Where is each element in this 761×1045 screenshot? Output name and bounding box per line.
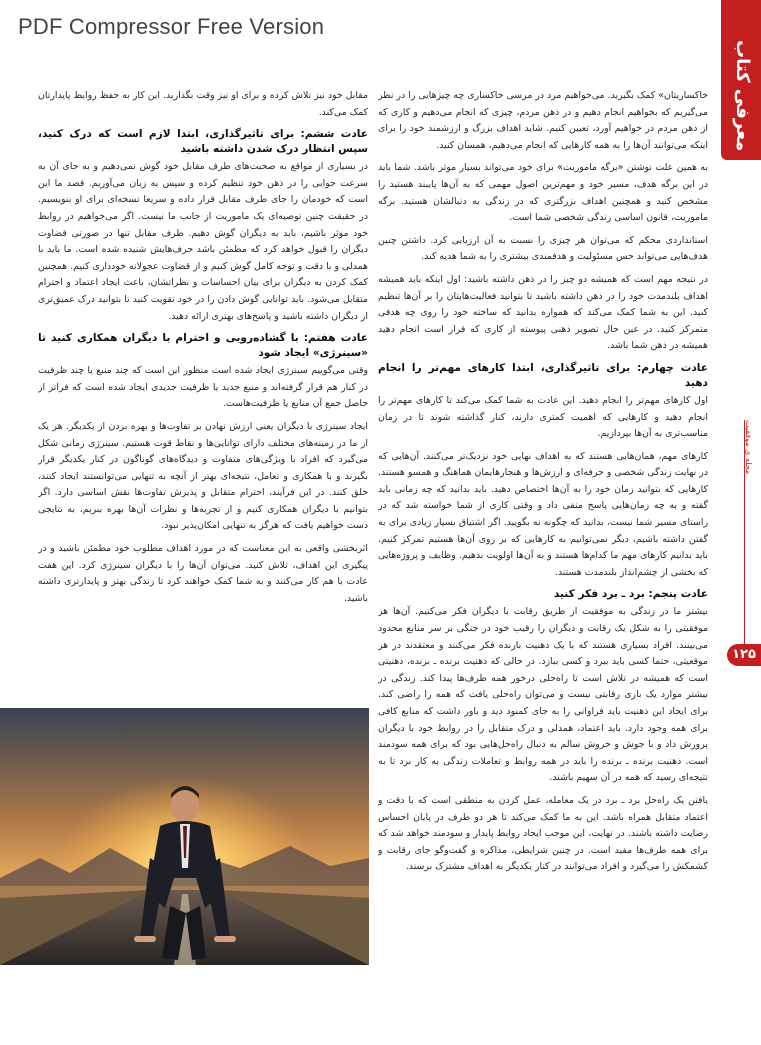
watermark-text: PDF Compressor Free Version [18, 14, 325, 39]
paragraph: کارهای مهم، همان‌هایی هستند که به اهداف نهایی خود نزدیک‌تر می‌کنند. آن‌هایی که در نهایت زندگی شخصی و حرفه‌ای و ارزش‌ها و هنجارهایمان هماهنگ و همسو هستند. کارهایی که بتوانید زمان خود را به آن‌ها اختصاص دهید. باید بدانید که چه زمانی باید گفته و به چه زمان‌هایی پاسخ منفی داد و وقتی کاری از شما خواسته شد که در راستای مسیر شما نیست، بدانید که چگونه نه بگویید. اگر اشتیاق بسیار زیادی برای به گفتن داشته باشیم، دیگر نمی‌توانیم به کارهایی که بر روی آن‌ها هستیم تمرکز کنیم. باید بدانیم کارهای مهم ما کدام‌ها هستند و به آن‌ها اولویت بدهیم. وظایف و پروژه‌هایی که بخشی از چشم‌انداز بلندمدت هستند. [378, 450, 708, 578]
section-heading: عادت هفتم: با گشاده‌رویی و احترام با دیگران همکاری کنید تا «سینرژی» ایجاد شود [38, 332, 368, 360]
paragraph: اول کارهای مهم‌تر را انجام دهید. این عادت به شما کمک می‌کند تا کارهای مهم‌تر را انجام دهید و کارهایی که اهمیت کمتری دارند، کنار گذاشته شوند تا در زمان مناسب‌تری به آن‌ها بپردازیم. [378, 394, 708, 440]
section-heading: عادت پنجم: برد ـ برد فکر کنید [553, 588, 708, 601]
left-column [38, 88, 368, 698]
magazine-side-label: مجله ی موفقیت [744, 420, 753, 475]
paragraph: وقتی می‌گوییم سینرژی ایجاد شده است منظور این است که چند منبع یا چند ظرفیت در کنار هم قرار گرفته‌اند و منبع جدید یا ظرفیت جدیدی ایجاد شده است که فراتر از حاصل جمع آن منابع یا ظرفیت‌هاست. [38, 365, 368, 410]
page-number: ۱۲۵ [727, 644, 761, 666]
paragraph: در نتیجه مهم است که همیشه دو چیز را در ذهن داشته باشید: اول اینکه باید همیشه اهداف بلندمدت خود را در ذهن داشته باشید تا بتوانید فعالیت‌هایتان را بر آن‌ها تنظیم کنید. این به شما کمک می‌کند که همواره بدانید که ساخته خود را روی چه هدفی متمرکز کنید. در عین حال تصویر ذهنی پیوسته از کاری که قرار است انجام دهید همیشه در ذهن شما باشد. [378, 273, 708, 352]
section-heading: عادت چهارم: برای تاثیرگذاری، ابتدا کارهای مهم‌تر را انجام دهید [378, 361, 708, 389]
right-column [378, 88, 708, 1024]
sprinter-start-illustration [0, 708, 369, 965]
paragraph: اثربخشی واقعی به این معناست که در مورد اهداف مطلوب خود مطمئن باشید و در پیگیری این اهداف، تلاش کنید. می‌توان آن‌ها را با دیگران سینرژی کرد. این هفت عادت با هم کار می‌کنند و به شما کمک خواهند کرد تا زندگی بهتر و پایدارتری داشته باشید. [38, 543, 368, 604]
paragraph: خاکساریتان» کمک بگیرید. می‌خواهیم مرد در مرسی خاکساری چه چیزهایی را در نظر می‌گیریم که بخواهیم انجام دهیم و در ذهن مردم، چیزی که انجام می‌دهیم و کاری که از ذهن مردم در خواهیم آورد، تعیین کنیم. شاید اهداف بزرگ و ارزشمند خود را برای اینکه می‌توانند آن‌ها را به همه کارهایی که انجام می‌دهیم، همسان کنید. [378, 90, 708, 151]
paragraph: بیشتر ما در زندگی به موفقیت از طریق رقابت با دیگران فکر می‌کنیم. آن‌ها هر موفقیتی را به شکل یک رقابت و دیگران را رقیب خود در جنگی بر سر منابع محدود می‌بینند. افراد بسیاری هستند که با یک ذهنیت بازنده فکر می‌کنند و معتقدند در هر موقعیتی، حتما کسی باید ببرد و کسی ببازد. در حالی که ذهنیت برنده ـ برنده، ذهنیتی است که همیشه در تلاش است تا راه‌حلی درخور همه طرف‌ها پیدا کند. زندگی در بیشتر موارد یک بازی رقابتی نیست و می‌توان راه‌حلی یافت که همه را راضی کند. برای ایجاد این ذهنیت باید فراوانی را به جای کمبود دید و باور داشت که منابع کافی برای همه وجود دارد. باید اعتماد، همدلی و درک متقابل را در روابط خود با دیگران پرورش داد و با جوش و خروش سالم به دنبال راه‌حل‌هایی بود که برای همه سودمند است. ذهنیت برنده ـ برنده را باید در همه روابط و تعاملات زندگی به کار برد تا به نتیجه‌ای رسید که همه در آن سهیم باشند. [378, 606, 708, 784]
paragraph: یافتن یک راه‌حل برد ـ برد در یک معامله، عمل کردن به منطقی است که با دقت و اعتماد متقابل همراه باشد. این به ما کمک می‌کند تا هر دو طرف در پایان احساس رضایت داشته باشند. در نهایت، این موجب ایجاد روابط پایدار و سودمند خواهد شد که برای همه طرف‌ها مفید است. در چنین شرایطی، مذاکره و گفت‌وگو جای رقابت و کشمکش را می‌گیرد و افراد می‌توانند در کنار یکدیگر به اهداف مشترک برسند. [378, 794, 708, 873]
section-tab-label: معرفی کتاب [732, 40, 753, 152]
section-heading: عادت ششم: برای تاثیرگذاری، ابتدا لازم است که درک کنید، سپس انتظار درک شدن داشته باشید [38, 128, 368, 156]
paragraph: ایجاد سینرژی با دیگران یعنی ارزش نهادن بر تفاوت‌ها و بهره بردن از یکدیگر. هر یک از ما در زمینه‌های مختلف دارای توانایی‌ها و نقاط قوت هستیم. سینرژی زمانی شکل می‌گیرد که افراد با ویژگی‌های متفاوت و دیدگاه‌های گوناگون در کنار یکدیگر قرار بگیرند و با همکاری و تعامل، نتیجه‌ای بهتر از آنچه به تنهایی می‌توانستند ایجاد کنند، خلق کنند. در این فرآیند، احترام متقابل و پذیرش تفاوت‌ها نقش اساسی دارد. اگر بتوانیم با دیگران همکاری کنیم و از تجربه‌ها و نظرات آن‌ها بهره ببریم، به نتایجی دست خواهیم یافت که هرگز به تنهایی امکان‌پذیر نبود. [38, 420, 368, 532]
paragraph: در بسیاری از مواقع به صحبت‌های طرف مقابل خود گوش نمی‌دهیم و به جای آن به سرعت جوابی را در ذهن خود تنظیم کرده و سپس به زبان می‌آوریم. قصد ما این است که خودمان را جای طرف مقابل قرار داده و سریعا نسخه‌ای برای او بنویسیم. در حقیقت چنین توصیه‌ای یک ماموریت از جانب ما نیست. اگر می‌خواهیم در روابط خود موثر باشیم، باید به دیگران گوش دهیم. طرف مقابل تنها در صورتی قضاوت دیگران را قبول خواهد کرد که مطمئن باشد حرف‌هایش شنیده شده است. ما باید با همدلی و با دقت و توجه کامل گوش کنیم و از قضاوت عجولانه خودداری کنیم. همچنین کمک کردن به دیگران برای بیان احساسات و نظراتشان، باعث ایجاد اعتماد و احترام متقابل می‌شود. باید توانایی گوش دادن را در خود تقویت کنید تا بتوانید درک عمیق‌تری از دیگران داشته باشید و پاسخ‌های بهتری ارائه دهید. [38, 161, 368, 322]
section-tab [721, 0, 761, 160]
hero-photo [0, 708, 369, 965]
paragraph: استانداردی محکم که می‌توان هر چیزی را نسبت به آن ارزیابی کرد. داشتن چنین هدف‌هایی می‌تواند حس مسئولیت و هدفمندی بیشتری را به شما هدیه کند. [378, 234, 708, 263]
paragraph: مقابل خود نیز تلاش کرده و برای او نیز وقت بگذارید. این کار به حفظ روابط پایدارتان کمک می‌کند. [38, 90, 368, 118]
paragraph: به همین علت نوشتن «برگه ماموریت» برای خود می‌تواند بسیار موثر باشد. شما باید در این برگه هدف، مسیر خود و مهم‌ترین اصول مهمی که به آن‌ها پایبند هستید را مشخص کنید و همچنین اهداف بزرگتری که در زندگی به دنبالشان هستید. برگه ماموریت، قانون اساسی زندگی شخصی شما است. [378, 162, 708, 224]
